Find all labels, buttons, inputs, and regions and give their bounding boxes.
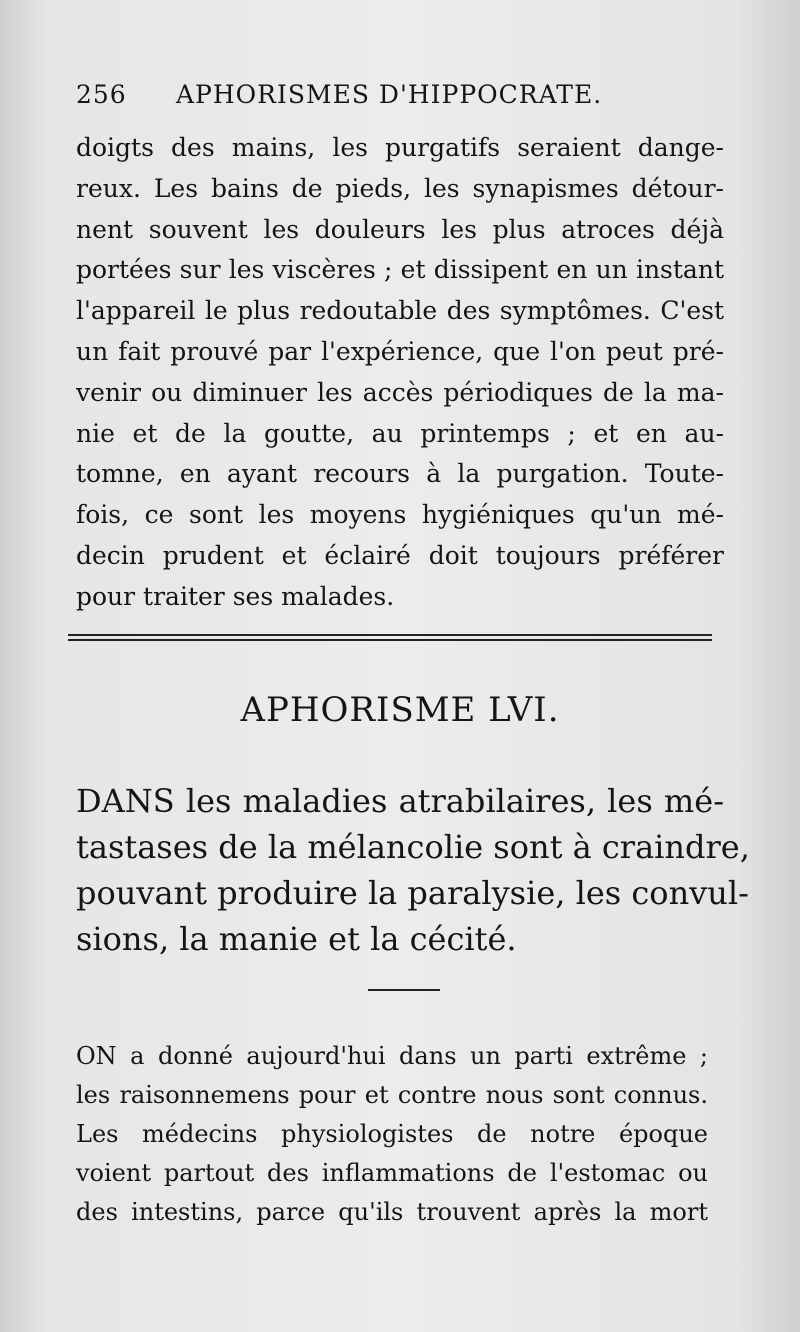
short-rule-divider (368, 989, 440, 991)
double-rule-divider (68, 634, 712, 641)
text-line: fois, ce sont les moyens hygiéniques qu'un mé- (76, 500, 724, 530)
aphorism-heading: APHORISME LVI. (240, 690, 560, 730)
commentary-line: ON a donné aujourd'hui dans un parti extrême ; (76, 1042, 708, 1070)
aphorism-line: pouvant produire la paralysie, les convul- (76, 874, 749, 912)
continuation-paragraph (76, 128, 724, 618)
text-line: venir ou diminuer les accès périodiques de la ma- (76, 377, 724, 407)
running-header (76, 80, 726, 120)
aphorism-text (76, 778, 750, 962)
text-line: doigts des mains, les purgatifs seraient dange- (76, 133, 724, 162)
text-line: un fait prouvé par l'expérience, que l'on peut pré- (76, 336, 724, 366)
text-line: nie et de la goutte, au printemps ; et en au- (76, 418, 724, 448)
text-line: tomne, en ayant recours à la purgation. Toute- (76, 459, 724, 489)
commentary-paragraph (76, 1037, 708, 1232)
text-line: portées sur les viscères ; et dissipent en un instant (76, 255, 724, 285)
text-line: pour traiter ses malades. (76, 581, 395, 611)
page-number: 256 (76, 80, 127, 109)
text-line: nent souvent les douleurs les plus atroces déjà (76, 214, 724, 244)
aphorism-line: tastases de la mélancolie sont à craindre, (76, 828, 750, 866)
aphorism-line: sions, la manie et la cécité. (76, 920, 517, 958)
text-line: reux. Les bains de pieds, les synapismes détour- (76, 173, 724, 203)
commentary-line: Les médecins physiologistes de notre époque (76, 1120, 708, 1148)
commentary-line: des intestins, parce qu'ils trouvent après la mort (76, 1198, 708, 1226)
commentary-line: les raisonnemens pour et contre nous sont connus. (76, 1081, 708, 1109)
running-title: APHORISMES D'HIPPOCRATE. (176, 80, 603, 109)
text-line: l'appareil le plus redoutable des symptômes. C'est (76, 296, 724, 326)
commentary-line: voient partout des inflammations de l'estomac ou (76, 1159, 708, 1187)
aphorism-line: DANS les maladies atrabilaires, les mé- (76, 782, 724, 820)
text-line: decin prudent et éclairé doit toujours préférer (76, 540, 724, 570)
